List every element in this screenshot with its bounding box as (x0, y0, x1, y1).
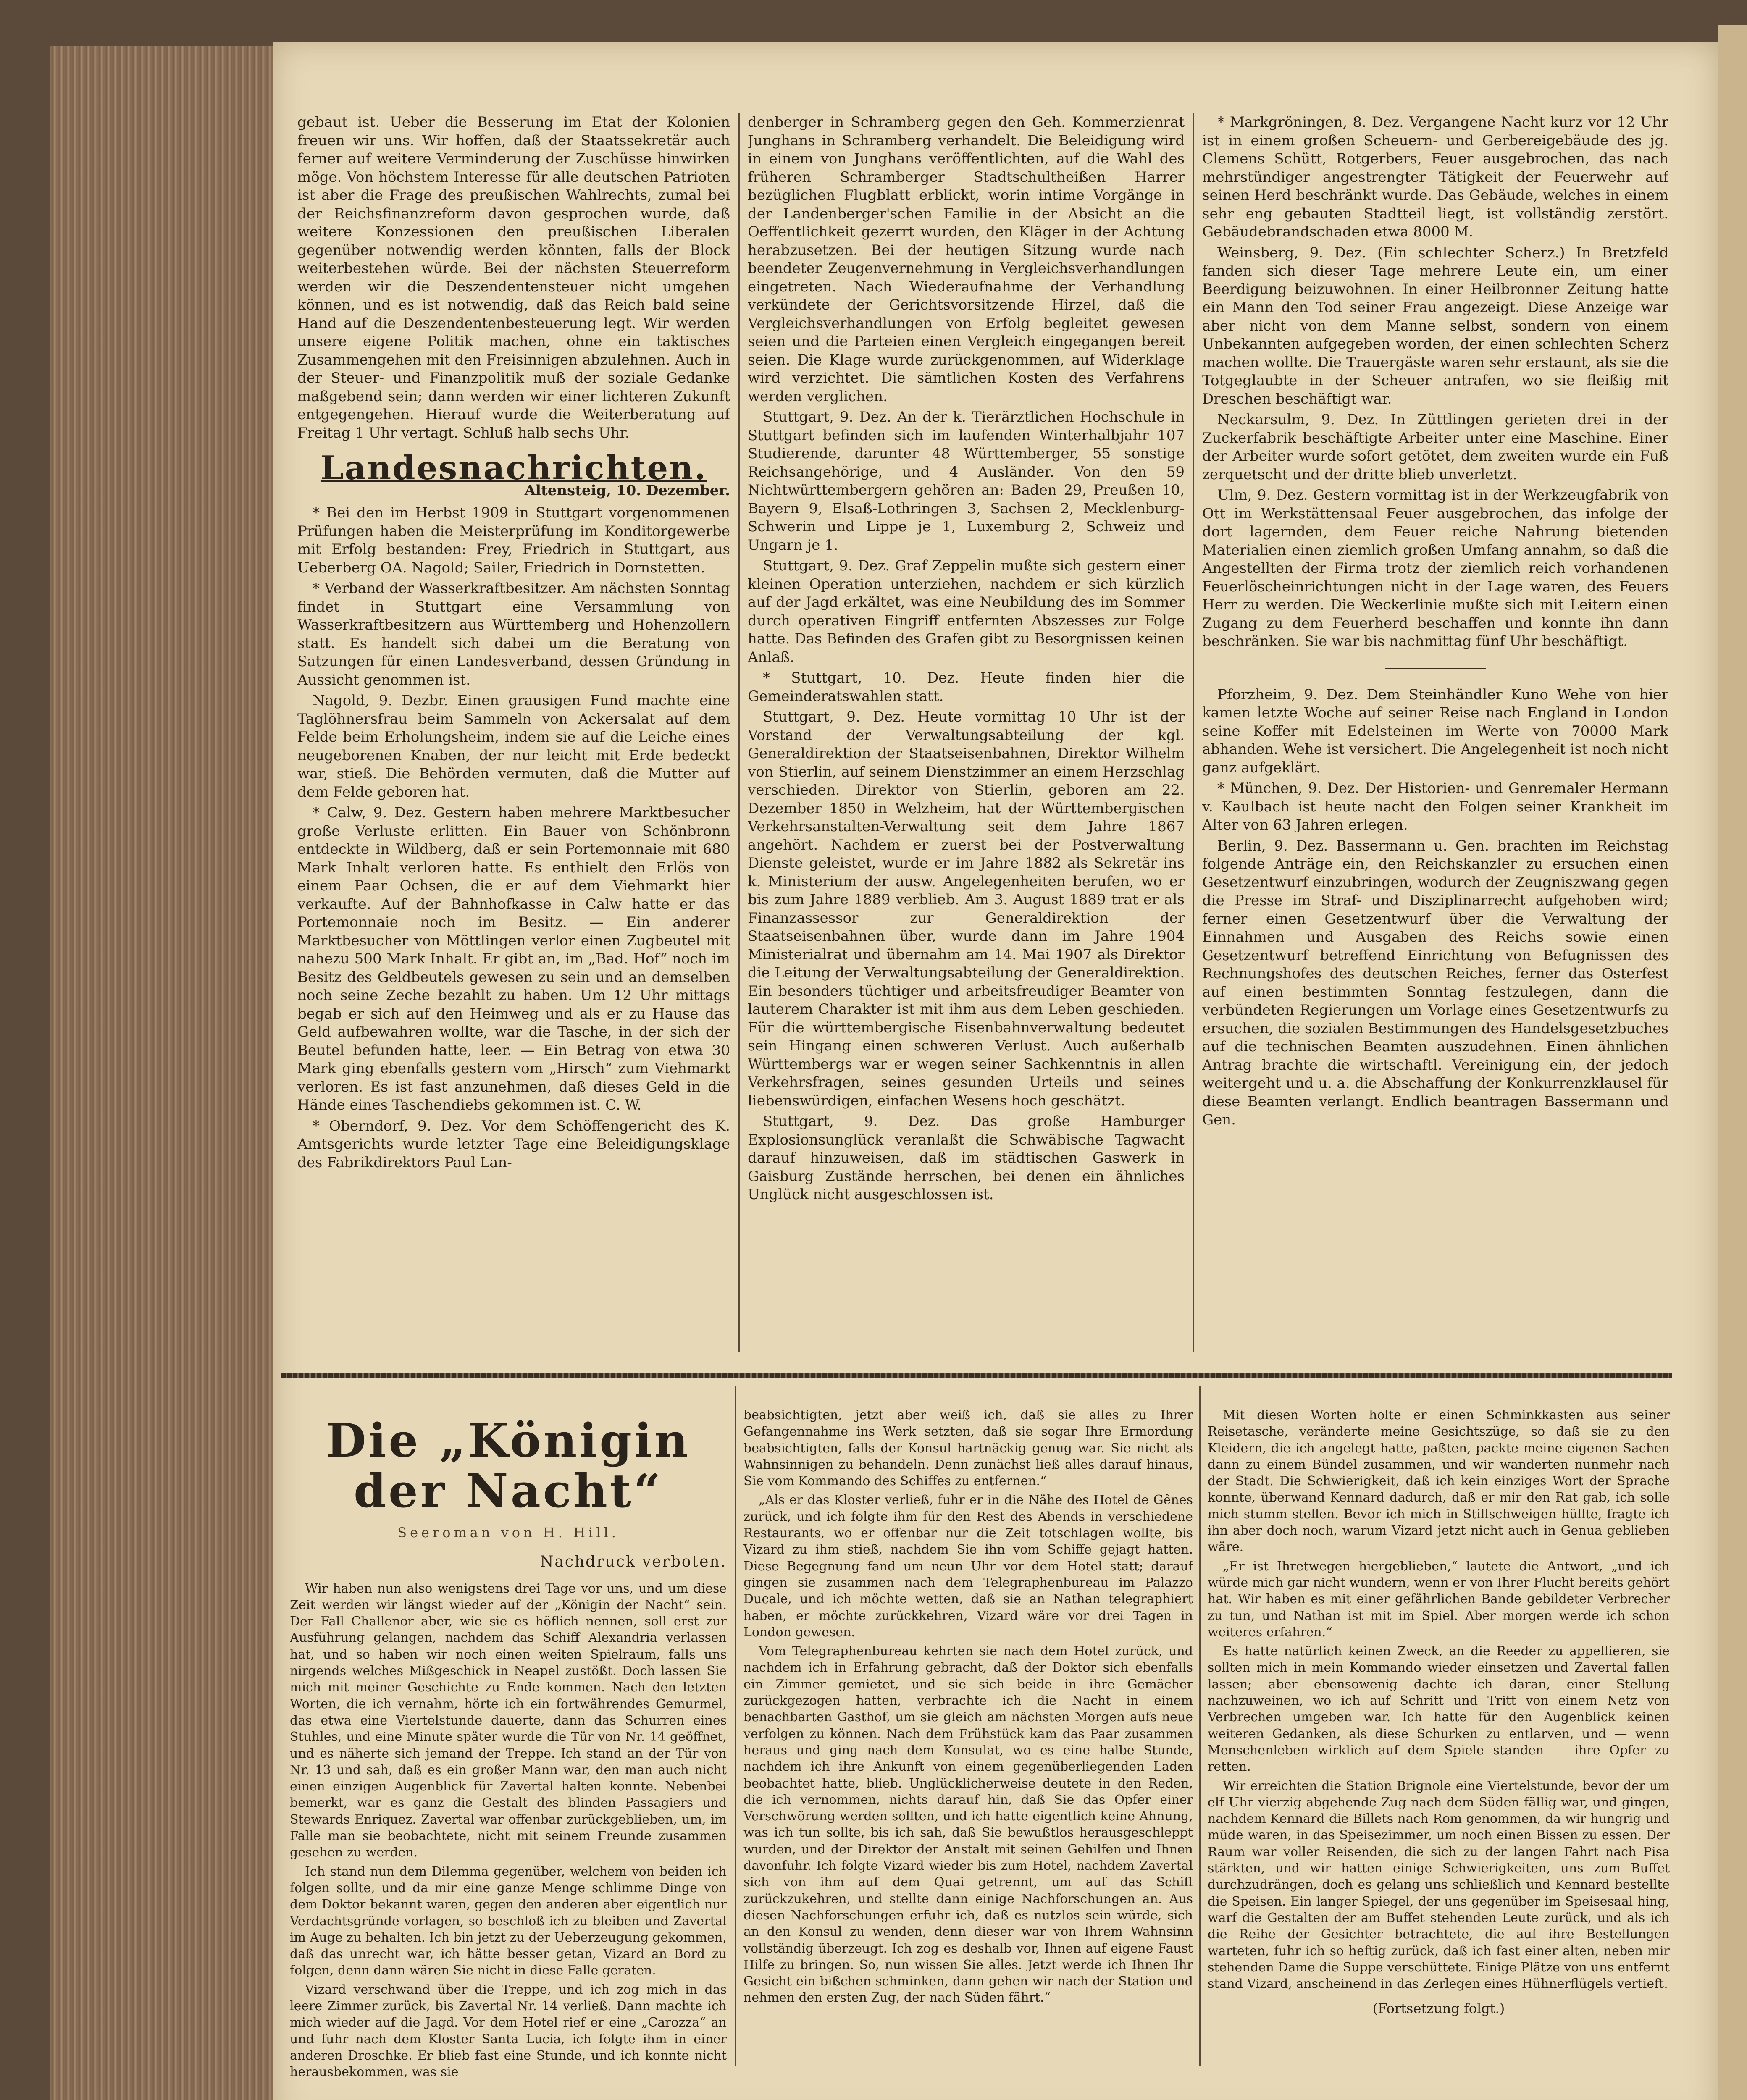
top-column-2 (748, 113, 1185, 1357)
news-item-wasserkraft: * Verband der Wasserkraftbesitzer. Am nächsten Sonntag findet in Stuttgart eine Versammlung von Wasserkraftbesitzern aus Württemberg und Hohenzollern statt. Es handelt sich dabei um die Beratung von Satzungen für einen Landesverband, dessen Gründung in Aussicht genommen ist. (297, 580, 730, 688)
novel-paragraph: „Er ist Ihretwegen hiergeblieben,“ lautete die Antwort, „und ich würde mich gar nicht wundern, wenn er von Ihrer Flucht bereits gehört hat. Wir haben es mit einer gefährlichen Bande gebildeter Verbrecher zu tun, und Nathan ist mit im Spiel. Aber morgen werde ich schon weiteres erfahren.“ (1208, 1559, 1670, 1640)
column-divider (735, 1386, 736, 2066)
facing-page-edge (1718, 25, 1747, 2100)
section-heading-landesnachrichten: Landesnachrichten. (320, 449, 707, 487)
news-item-berlin: Berlin, 9. Dez. Bassermann u. Gen. brachten im Reichstag folgende Anträge ein, den Reichskanzler zu ersuchen einen Gesetzentwurf einzubringen, wodurch der Zeugniszwang gegen die Presse im Straf- und Disziplinarrecht aufgehoben wird; ferner einen Gesetzentwurf über die Verwaltung der Einnahmen und Ausgaben des Reichs sowie einen Gesetzentwurf betreffend Einrichtung von Befugnissen des Rechnungshofes des deutschen Reiches, ferner das Osterfest auf einen bestimmten Sonntag festzulegen, dann die verbündeten Regierungen um Vorlage eines Gesetzentwurfs zu ersuchen, die sozialen Bestimmungen des Handelsgesetzbuches auf die technischen Beamten auszudehnen. Einen ähnlichen Antrag brachte die wirtschaftl. Vereinigung ein, der jedoch weitergeht und u. a. die Abschaffung der Konkurrenzklausel für diese Beamten verlangt. Endlich beantragen Bassermann und Gen. (1202, 837, 1668, 1128)
novel-column-2 (743, 1407, 1193, 2079)
reprint-notice: Nachdruck verboten. (540, 1553, 727, 1571)
top-column-1 (297, 113, 730, 1357)
news-item-neckarsulm: Neckarsulm, 9. Dez. In Züttlingen gerieten drei in der Zuckerfabrik beschäftigte Arbeiter unter eine Maschine. Einer der Arbeiter wurde sofort getötet, dem zweiten wurde ein Fuß zerquetscht und der dritte blieb unverletzt. (1202, 411, 1668, 483)
dateline: Altensteig, 10. Dezember. (524, 482, 730, 499)
news-item-markgroeningen: * Markgröningen, 8. Dez. Vergangene Nacht kurz vor 12 Uhr ist in einem großen Scheuern- und Gerbereigebäude des jg. Clemens Schütt, Rotgerbers, Feuer ausgebrochen, das nach mehrstündiger angestrengter Tätigkeit der Feuerwehr auf seinen Herd beschränkt wurde. Das Gebäude, welches in einem sehr eng gebauten Stadtteil liegt, ist vollständig zerstört. Gebäudebrandschaden etwa 8000 M. (1202, 114, 1668, 240)
novel-column-3 (1208, 1407, 1670, 2079)
novel-paragraph: Mit diesen Worten holte er einen Schminkkasten aus seiner Reisetasche, veränderte meine Gesichtszüge, so daß sie zu den Kleidern, die ich angelegt hatte, paßten, packte meine eigenen Sachen dann zu einem Bündel zusammen, und wir wanderten nunmehr nach der Stadt. Die Schwierigkeit, daß ich kein einziges Wort der Sprache konnte, überwand Kennard dadurch, daß er mir den Rat gab, ich solle mich stumm stellen. Bevor ich mich in Stillschweigen hüllte, fragte ich ihn aber doch noch, warum Vizard jetzt nicht auch in Genua geblieben wäre. (1208, 1408, 1670, 1555)
section-separator (1385, 668, 1486, 669)
news-item-ulm: Ulm, 9. Dez. Gestern vormittag ist in der Werkzeugfabrik von Ott im Werkstättensaal Feuer ausgebrochen, das infolge der dort lagernden, dem Feuer reiche Nahrung bietenden Materialien einen ziemlich großen Umfang annahm, so daß die Angestellten der Firma trotz der ziemlich reich vorhandenen Feuerlöscheinrichtungen nicht in der Lage waren, des Feuers Herr zu werden. Die Weckerlinie mußte sich mit Leitern einen Zugang zu dem Feuerherd beschaffen und konnte ihn dann beschränken. Sie war bis nachmittag fünf Uhr beschäftigt. (1202, 487, 1668, 650)
news-item-gemeinderatswahlen: * Stuttgart, 10. Dez. Heute finden hier die Gemeinderatswahlen statt. (748, 669, 1185, 705)
column-divider (1193, 113, 1194, 1352)
feuilleton-divider (281, 1373, 1672, 1378)
news-item-oberndorf: * Oberndorf, 9. Dez. Vor dem Schöffengericht des K. Amtsgerichts wurde letzter Tage eine Beleidigungsklage des Fabrikdirektors Paul Lan- (297, 1117, 730, 1171)
news-item-zeppelin: Stuttgart, 9. Dez. Graf Zeppelin mußte sich gestern einer kleinen Operation unterziehen, nachdem er sich kürzlich auf der Jagd erkältet, was eine Neubildung des im Sommer durch operativen Eingriff entfernten Abszesses zur Folge hatte. Das Befinden des Grafen gibt zu Besorgnissen keinen Anlaß. (748, 557, 1185, 666)
news-item-muenchen: * München, 9. Dez. Der Historien- und Genremaler Hermann v. Kaulbach ist heute nacht den Folgen seiner Krankheit im Alter von 63 Jahren erlegen. (1202, 780, 1668, 833)
news-item-meisterpruefung: * Bei den im Herbst 1909 in Stuttgart vorgenommenen Prüfungen haben die Meisterprüfung im Konditorgewerbe mit Erfolg bestanden: Frey, Friedrich in Stuttgart, aus Ueberberg OA. Nagold; Sailer, Friedrich in Dornstetten. (297, 504, 730, 576)
news-item-weinsberg: Weinsberg, 9. Dez. (Ein schlechter Scherz.) In Bretzfeld fanden sich dieser Tage mehrere Leute ein, um einer Beerdigung beizuwohnen. In einer Heilbronner Zeitung hatte ein Mann den Tod seiner Frau angezeigt. Diese Anzeige war aber nicht von dem Manne selbst, sondern von einem Unbekannten aufgegeben worden, der einen schlechten Scherz machen wollte. Die Trauergäste waren sehr erstaunt, als sie die Totgeglaubte in der Scheuer antrafen, wo sie fleißig mit Dreschen beschäftigt war. (1202, 244, 1668, 407)
novel-column-1 (290, 1407, 727, 2079)
news-item-calw: * Calw, 9. Dez. Gestern haben mehrere Marktbesucher große Verluste erlitten. Ein Bauer von Schönbronn entdeckte in Wildberg, daß er sein Portemonnaie mit 680 Mark Inhalt verloren hatte. Es enthielt den Erlös von einem Paar Ochsen, die er auf dem Viehmarkt hier verkaufte. Auf der Bahnhofkasse in Calw hatte er das Portemonnaie noch im Besitz. — Ein anderer Marktbesucher von Möttlingen verlor einen Zugbeutel mit nahezu 500 Mark Inhalt. Er gibt an, im „Bad. Hof“ noch im Besitz des Geldbeutels gewesen zu sein und an demselben noch seine Zeche bezahlt zu haben. Um 12 Uhr mittags begab er sich auf den Heimweg und als er zu Hause das Geld aufbewahren wollte, war die Tasche, in der sich der Beutel befunden hatte, leer. — Ein Betrag von etwa 30 Mark ging ebenfalls gestern vom „Hirsch“ zum Viehmarkt verloren. Es ist fast anzunehmen, daß dieses Geld in die Hände eines Taschendiebs gekommen ist. C. W. (297, 804, 730, 1113)
newspaper-page (273, 42, 1718, 2100)
column-divider (738, 113, 740, 1352)
news-item-stierlin: Stuttgart, 9. Dez. Heute vormittag 10 Uhr ist der Vorstand der Verwaltungsabteilung der kgl. Generaldirektion der Staatseisenbahnen, Direktor Wilhelm von Stierlin, auf seinem Dienstzimmer an einem Herzschlag verschieden. Direktor von Stierlin, geboren am 22. Dezember 1850 in Welzheim, hat der Württembergischen Verkehrsanstalten-Verwaltung seit dem Jahre 1867 angehört. Nachdem er zuerst bei der Postverwaltung Dienste geleistet, wurde er im Jahre 1882 als Sekretär ins k. Ministerium der ausw. Angelegenheiten berufen, wo er bis zum Jahre 1889 verblieb. Am 3. August 1889 trat er als Finanzassessor zur Generaldirektion der Staatseisenbahnen über, wurde dann im Jahre 1904 Ministerialrat und übernahm am 14. Mai 1907 als Direktor die Leitung der Verwaltungsabteilung der Generaldirektion. Ein besonders tüchtiger und arbeitsfreudiger Beamter von lauterem Charakter ist mit ihm aus dem Leben geschieden. Für die württembergische Eisenbahnverwaltung bedeutet sein Hingang einen schweren Verlust. Auch außerhalb Württembergs war er wegen seiner Sachkenntnis in allen Verkehrsfragen, seines gesunden Urteils und seines liebenswürdigen, einfachen Wesens hoch geschätzt. (748, 709, 1185, 1109)
news-item-schramberg: denberger in Schramberg gegen den Geh. Kommerzienrat Junghans in Schramberg verhandelt. Die Beleidigung wird in einem von Junghans veröffentlichten, auf die Wahl des früheren Schramberger Stadtschultheißen Harrer bezüglichen Flugblatt erblickt, worin intime Vorgänge in der Landenberger'schen Familie in der Absicht an die Oeffentlichkeit gezerrt wurden, den Kläger in der Achtung herabzusetzen. Bei der heutigen Sitzung wurde nach beendeter Zeugenvernehmung in Vergleichsverhandlungen eingetreten. Nach Wiederaufnahme der Verhandlung verkündete der Gerichtsvorsitzende Hirzel, daß die Vergleichsverhandlungen von Erfolg begleitet gewesen seien und die Parteien einen Vergleich eingegangen bereit seien. Die Klage wurde zurückgenommen, auf Widerklage wird verzichtet. Die sämtlichen Kosten des Verfahrens werden verglichen. (748, 114, 1185, 405)
news-item-gaswerk: Stuttgart, 9. Dez. Das große Hamburger Explosionsunglück veranlaßt die Schwäbische Tagwacht darauf hinzuweisen, daß im städtischen Gaswerk in Gaisburg Zustände herrschen, bei denen ein ähnliches Unglück nicht ausgeschlossen ist. (748, 1113, 1185, 1203)
novel-author: Seeroman von H. Hill. (397, 1525, 619, 1541)
news-item-nagold: Nagold, 9. Dezbr. Einen grausigen Fund machte eine Taglöhnersfrau beim Sammeln von Ackersalat auf dem Felde beim Erholungsheim, indem sie auf die Leiche eines neugeborenen Knaben, der nur leicht mit Erde bedeckt war, stieß. Die Behörden vermuten, daß die Mutter auf dem Felde geboren hat. (297, 692, 730, 801)
novel-paragraph: Vom Telegraphenbureau kehrten sie nach dem Hotel zurück, und nachdem ich in Erfahrung gebracht, daß der Doktor sich ebenfalls ein Zimmer gemietet, und sie sich beide in ihre Gemächer zurückgezogen hatten, verbrachte ich die Nacht in einem benachbarten Gasthof, um sie gleich am nächsten Morgen aufs neue verfolgen zu können. Nach dem Frühstück kam das Paar zusammen heraus und ging nach dem Konsulat, wo es eine halbe Stunde, nachdem ich ihre Ankunft von einem gegenüberliegenden Laden beobachtet hatte, blieb. Unglücklicherweise deutete in den Reden, die ich vernommen, nichts darauf hin, daß Sie das Opfer einer Verschwörung werden sollten, und ich hatte eigentlich keine Ahnung, was ich tun sollte, bis ich sah, daß Sie bewußtlos herausgeschleppt wurden, und der Direktor der Anstalt mit seinen Gehilfen und Ihnen davonfuhr. Ich folgte Vizard wieder bis zum Hotel, nachdem Zavertal sich von ihm auf dem Quai getrennt, um auf das Schiff zurückzukehren, und stellte dann einige Nachforschungen an. Aus diesen Nachforschungen erfuhr ich, daß es nutzlos sein würde, sich an den Konsul zu wenden, denn dieser war von Ihrem Wahnsinn vollständig überzeugt. Ich zog es deshalb vor, Ihnen auf eigene Faust Hilfe zu bringen. So, nun wissen Sie alles. Jetzt werde ich Ihnen Ihr Gesicht ein bißchen schminken, dann gehen wir nach der Station und nehmen den ersten Zug, der nach Süden fährt.“ (743, 1644, 1193, 2006)
novel-paragraph: Vizard verschwand über die Treppe, und ich zog mich in das leere Zimmer zurück, bis Zavertal Nr. 14 verließ. Dann machte ich mich wieder auf die Jagd. Vor dem Hotel rief er eine „Carozza“ an und fuhr nach dem Kloster Santa Lucia, ich folgte ihm in einer anderen Droschke. Er blieb fast eine Stunde, und ich konnte nicht herausbekommen, was sie (290, 1982, 727, 2079)
novel-paragraph: beabsichtigten, jetzt aber weiß ich, daß sie alles zu Ihrer Gefangennahme ins Werk setzten, daß sie sogar Ihre Ermordung beabsichtigten, falls der Konsul hartnäckig genug war. Sie nicht als Wahnsinnigen zu behandeln. Denn zunächst ließ alles darauf hinaus, Sie vom Kommando des Schiffes zu entfernen.“ (743, 1408, 1193, 1489)
novel-paragraph: Ich stand nun dem Dilemma gegenüber, welchem von beiden ich folgen sollte, und da mir eine ganze Menge schlimme Dinge von dem Doktor bekannt waren, gegen den anderen aber eigentlich nur Verdachtsgründe vorlagen, so beschloß ich zu bleiben und Zavertal im Auge zu behalten. Ich bin jetzt zu der Ueberzeugung gekommen, daß das unrecht war, ich hätte besser getan, Vizard an Bord zu folgen, denn dann wären Sie nicht in diese Falle geraten. (290, 1864, 727, 1978)
to-be-continued: (Fortsetzung folgt.) (1372, 2000, 1505, 2017)
column-divider (1199, 1386, 1201, 2066)
novel-paragraph: Es hatte natürlich keinen Zweck, an die Reeder zu appellieren, sie sollten mich in mein Kommando wieder einsetzen und Zavertal fallen lassen; aber ebensowenig dachte ich daran, einer Stellung nachzuweinen, wo ich auf Schritt und Tritt von einem Netz von Verbrechen umgeben war. Ich hatte für den Augenblick keinen weiteren Gedanken, als diese Schurken zu entlarven, und — wenn Menschenleben wirklich auf dem Spiele standen — ihre Opfer zu retten. (1208, 1644, 1670, 1774)
article-continuation: gebaut ist. Ueber die Besserung im Etat der Kolonien freuen wir uns. Wir hoffen, daß der Staatssekretär auch ferner auf weitere Verminderung der Zuschüsse hinwirken möge. Von höchstem Interesse für alle deutschen Patrioten ist aber die Frage des preußischen Wahlrechts, zumal bei der Reichsfinanzreform davon gesprochen wurde, daß weitere Konzessionen den preußischen Liberalen gegenüber notwendig werden könnten, falls der Block weiterbestehen würde. Bei der nächsten Steuerreform werden wir die Deszendentensteuer nicht umgehen können, und es ist notwendig, daß das Reich bald seine Hand auf die Deszendentenbesteuerung legt. Wir werden unsere eigene Politik machen, ohne ein taktisches Zusammengehen mit den Freisinnigen abzulehnen. Auch in der Steuer- und Finanzpolitik muß der soziale Gedanke maßgebend sein; dann werden wir einer lichteren Zukunft entgegengehen. Hierauf wurde die Weiterberatung auf Freitag 1 Uhr vertagt. Schluß halb sechs Uhr. (297, 114, 730, 441)
top-column-3 (1202, 113, 1668, 1357)
book-spine (50, 46, 280, 2100)
novel-paragraph: Wir erreichten die Station Brignole eine Viertelstunde, bevor der um elf Uhr vierzig abgehende Zug nach dem Süden fällig war, und gingen, nachdem Kennard die Billets nach Rom genommen, da wir hungrig und müde waren, in das Speisezimmer, um noch einen Bissen zu essen. Der Raum war voller Reisenden, die sich zu der langen Fahrt nach Pisa stärkten, und wir hatten einige Schwierigkeiten, uns zum Buffet durchzudrängen, doch es gelang uns schließlich und Kennard bestellte die Speisen. Ein langer Spiegel, der uns gegenüber im Speisesaal hing, warf die Gestalten der am Buffet stehenden Leute zurück, und als ich die Reihe der Gesichter betrachtete, die auf ihre Bestellungen warteten, fuhr ich so heftig zurück, daß ich fast einer alten, neben mir stehenden Dame die Suppe verschüttete. Einige Plätze von uns entfernt stand Vizard, anscheinend in das Zerlegen eines Hühnerflügels vertieft. (1208, 1778, 1670, 1992)
novel-paragraph: „Als er das Kloster verließ, fuhr er in die Nähe des Hotel de Gênes zurück, und ich folgte ihm für den Rest des Abends in verschiedene Restaurants, wo er offenbar nur die Zeit totschlagen wollte, bis Vizard zu ihm stieß, nachdem Sie ihn vom Schiffe gejagt hatten. Diese Begegnung fand um neun Uhr vor dem Hotel statt; darauf gingen sie zusammen nach dem Telegraphenbureau im Palazzo Ducale, und ich möchte wetten, daß sie an Nathan telegraphiert haben, er möchte zurückkehren, Vizard wäre vor drei Tagen in London gewesen. (743, 1493, 1193, 1640)
novel-paragraph: Wir haben nun also wenigstens drei Tage vor uns, und um diese Zeit werden wir längst wieder auf der „Königin der Nacht“ sein. Der Fall Challenor aber, wie sie es höflich nennen, soll erst zur Ausführung gelangen, nachdem das Schiff Alexandria verlassen hat, und so haben wir noch einen weiten Spielraum, falls uns nirgends welches Mißgeschick in Neapel zustößt. Doch lassen Sie mich mit meiner Geschichte zu Ende kommen. Nach den letzten Worten, die ich vernahm, hörte ich ein fortwährendes Gemurmel, das etwa eine Viertelstunde dauerte, dann das Schurren eines Stuhles, und eine Minute später wurde die Tür von Nr. 14 geöffnet, und es näherte sich jemand der Treppe. Ich stand an der Tür von Nr. 13 und sah, daß es ein großer Mann war, den man auch nicht einen einzigen Augenblick für Zavertal halten konnte. Nebenbei bemerkt, war es ganz die Gestalt des blinden Passagiers und Stewards Enriquez. Zavertal war offenbar zurückgeblieben, um, im Falle man sie beobachtete, nicht mit seinem Freunde zusammen gesehen zu werden. (290, 1581, 727, 1860)
news-item-tierarzt: Stuttgart, 9. Dez. An der k. Tierärztlichen Hochschule in Stuttgart befinden sich im laufenden Winterhalbjahr 107 Studierende, darunter 48 Württemberger, 55 sonstige Reichsangehörige, und 4 Ausländer. Von den 59 Nichtwürttembergern gehören an: Baden 29, Preußen 10, Bayern 9, Elsaß-Lothringen 3, Sachsen 2, Mecklenburg-Schwerin und Lippe je 1, Luxemburg 2, Schweiz und Ungarn je 1. (748, 409, 1185, 554)
news-item-pforzheim: Pforzheim, 9. Dez. Dem Steinhändler Kuno Wehe von hier kamen letzte Woche auf seiner Reise nach England in London seine Koffer mit Edelsteinen im Werte von 70000 Mark abhanden. Wehe ist versichert. Die Angelegenheit ist noch nicht ganz aufgeklärt. (1202, 686, 1668, 776)
novel-title: Die „Königin der Nacht“ (326, 1413, 691, 1518)
